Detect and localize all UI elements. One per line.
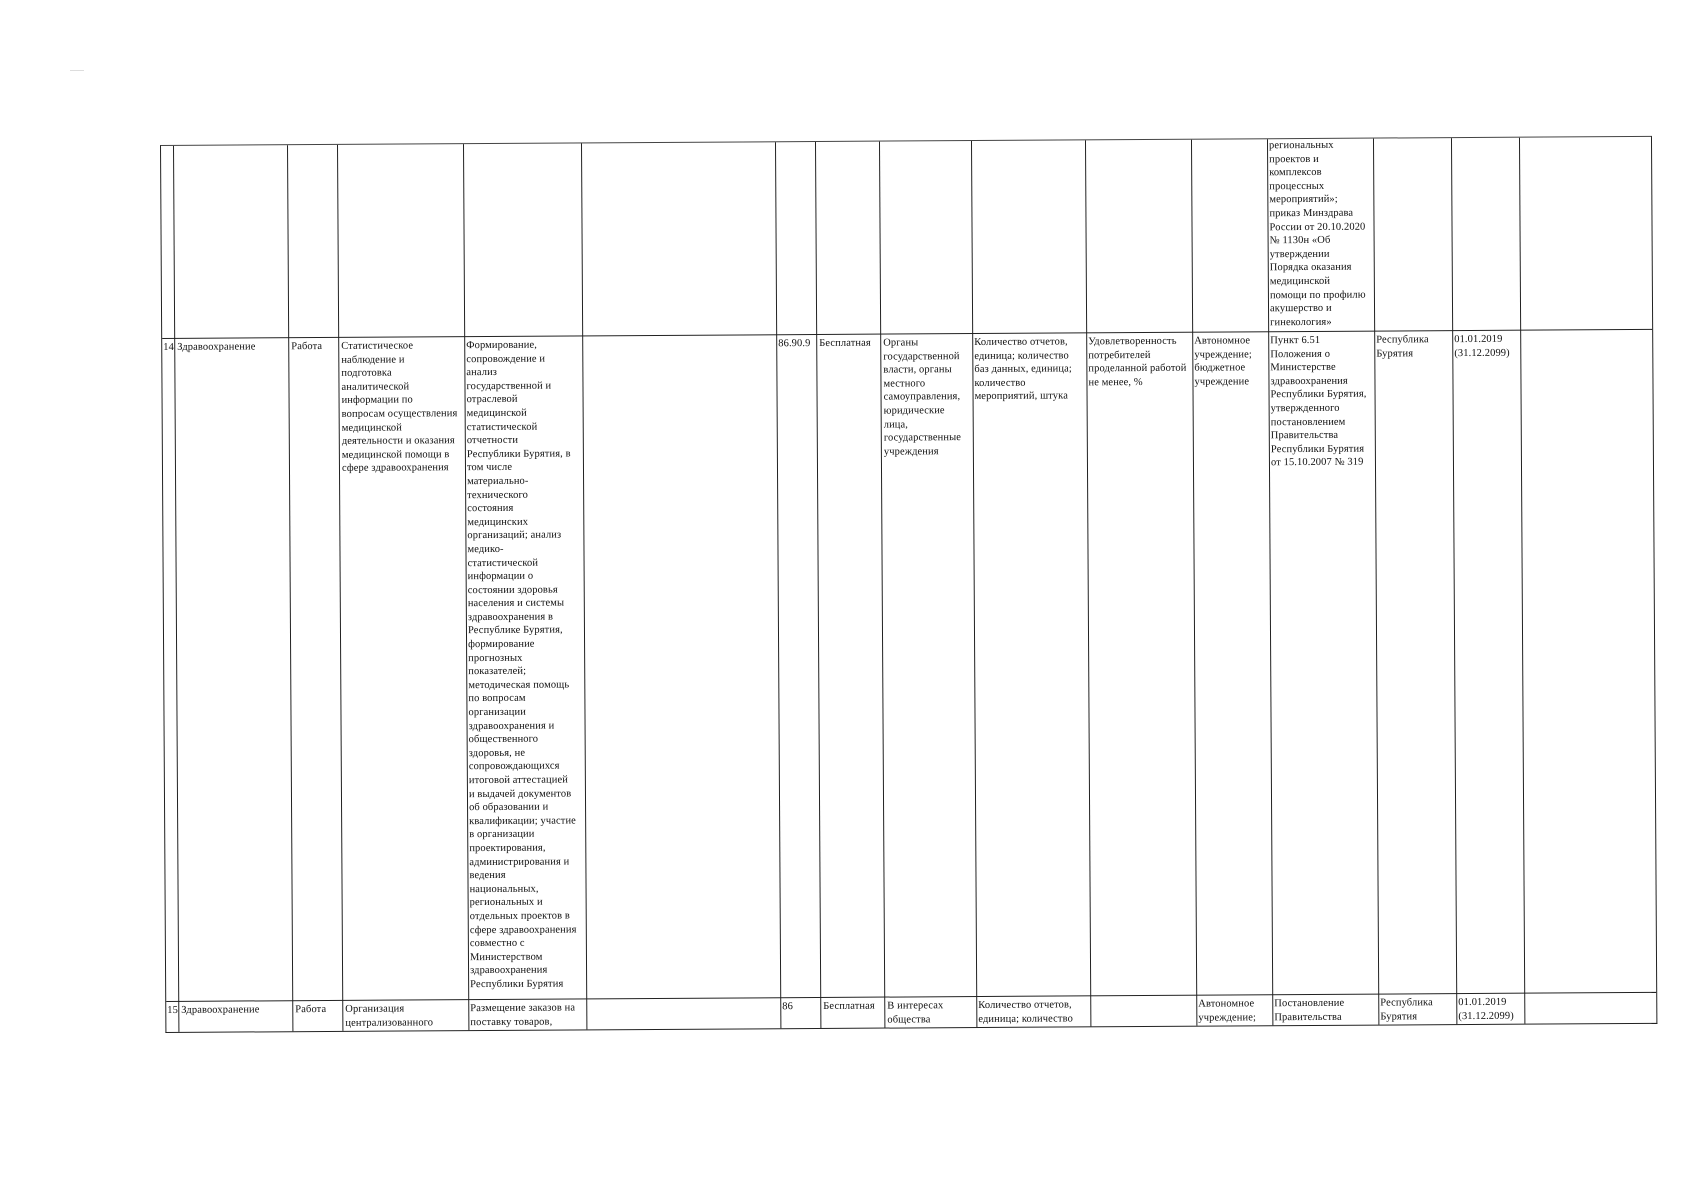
institution-type-cell: Автономное учреждение; xyxy=(1198,998,1257,1024)
col-divider xyxy=(287,145,293,1031)
col-divider xyxy=(1451,138,1457,1024)
payment-cell: Бесплатная xyxy=(819,337,871,349)
content-cell: Формирование, сопровождение и анализ государственной и отраслевой медицинской статистической отчетности Республики Бурятия, в том числе материально- технического состояния медицинских организаций; анализ медико- статистической информации о состоянии здоровья населения и системы здравоохранения в Республике Бурятия, формирование прогнозных показателей; методическая помощь по вопросам организации здравоохранения и общественного здоровья, не сопровождающихся итоговой аттестацией и выдачей документов об образовании и квалификации; участие в организации проектирования, администрирования и ведения национальных, региональных и отдельных проектов в сфере здравоохранения совместно с Министерством здравоохранения Республики Бурятия xyxy=(466,339,577,991)
quality-indicators-cell xyxy=(1092,998,1198,999)
services-table xyxy=(160,136,1657,1033)
col-divider xyxy=(1519,138,1525,1024)
col-divider xyxy=(1373,139,1379,1025)
okved-code-cell: 86 xyxy=(782,1001,794,1013)
col-divider xyxy=(337,145,343,1031)
row-number: 14 xyxy=(163,341,174,353)
sphere-cell: Здравоохранение xyxy=(181,1004,260,1016)
col-divider xyxy=(1191,140,1197,1026)
sphere-cell: Здравоохранение xyxy=(177,341,256,353)
consumers-cell: Органы государственной власти, органы местного самоуправления, юридические лица, государственные учреждения xyxy=(883,337,962,458)
okved-code-cell: 86.90.9 xyxy=(778,338,811,350)
col-divider xyxy=(879,142,885,1028)
service-name-cell: Организация централизованного xyxy=(345,1003,434,1029)
region-cell: Республика Бурятия xyxy=(1380,997,1433,1023)
content-cell: Размещение заказов на поставку товаров, xyxy=(470,1002,576,1028)
volume-indicators-cell: Количество отчетов, единица; количество xyxy=(978,999,1073,1025)
institution-type-cell: Автономное учреждение; бюджетное учреждение xyxy=(1194,335,1252,388)
payment-cell: Бесплатная xyxy=(823,1000,875,1012)
volume-indicators-cell: Количество отчетов, единица; количество баз данных, единица; количество мероприятий, штука xyxy=(974,336,1072,403)
dates-cell: 01.01.2019 (31.12.2099) xyxy=(1454,333,1510,359)
dates-cell: 01.01.2019 (31.12.2099) xyxy=(1458,996,1514,1022)
type-cell: Работа xyxy=(295,1004,327,1016)
region-cell: Республика Бурятия xyxy=(1376,334,1429,360)
legal-basis-cell: Пункт 6.51 Положения о Министерстве здравоохранения Республики Бурятия, утвержденного постановлением Правительства Республики Бурятия от 15.10.2007 № 319 xyxy=(1270,334,1367,469)
legal-basis-cell: Постановление Правительства xyxy=(1274,997,1345,1023)
quality-indicators-cell: Удовлетворенность потребителей проделанной работой не менее, % xyxy=(1088,335,1187,389)
col-divider xyxy=(1085,140,1091,1026)
scan-speck xyxy=(70,70,84,71)
consumers-cell: В интересах общества xyxy=(887,1000,944,1026)
row-number: 15 xyxy=(167,1004,179,1016)
legal-basis-continuation: региональных проектов и комплексов процессных мероприятий»; приказ Минздрава России от 20.10.2020 № 1130н «Об утверждении Порядка оказания медицинской помощи по профилю акушерство и гинекология» xyxy=(1268,139,1366,328)
type-cell: Работа xyxy=(291,341,323,353)
col-divider xyxy=(971,141,977,1027)
col-divider xyxy=(815,142,821,1028)
service-name-cell: Статистическое наблюдение и подготовка аналитической информации по вопросам осуществления медицинской деятельности и оказания медицинской помощи в сфере здравоохранения xyxy=(341,340,458,475)
col-divider xyxy=(173,146,179,1032)
col-divider xyxy=(775,142,781,1028)
